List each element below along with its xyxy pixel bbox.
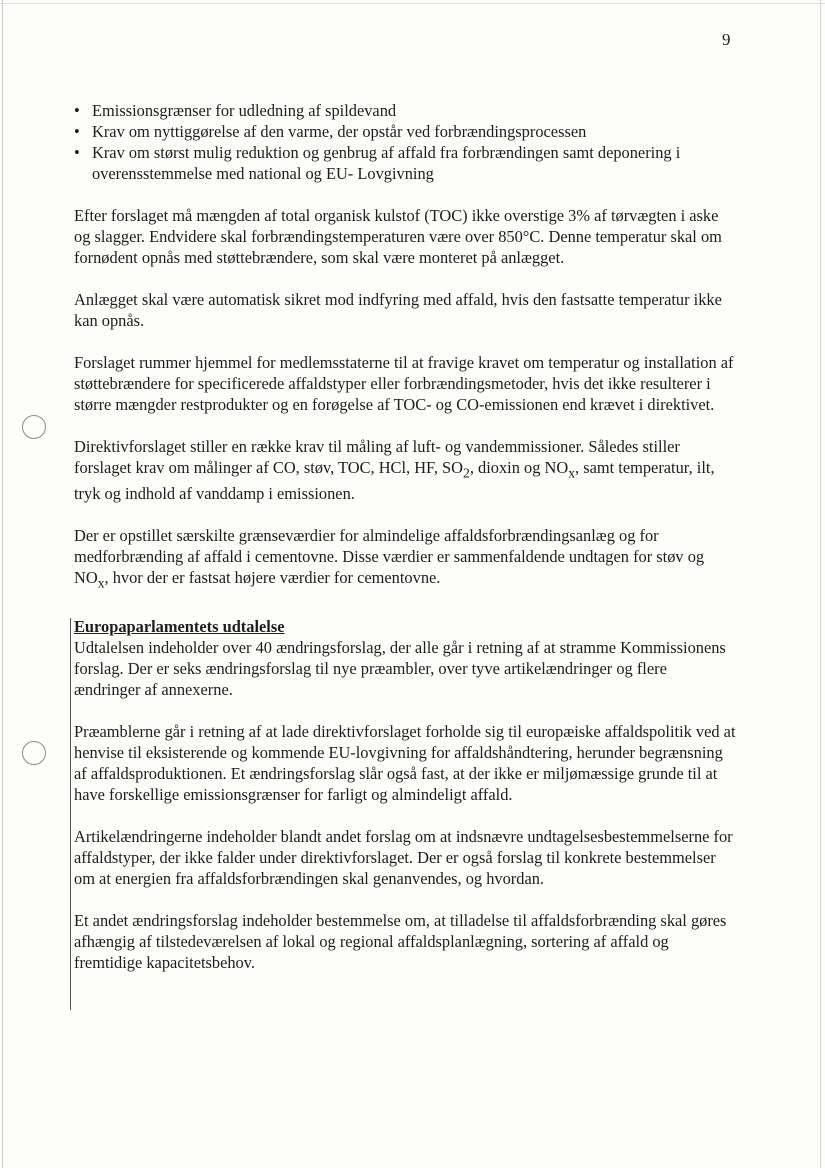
paragraph-permit: Et andet ændringsforslag indeholder bestemmelse om, at tilladelse til affaldsforbrænding skal gøres afhængig af tilstedeværelsen af lokal og regional affaldsplanlægning, sortering af affald og fremtidige kapacitetsbehov. xyxy=(74,910,727,972)
paragraph-preambles: Præamblerne går i retning af at lade direktivforslaget forholde sig til europæiske affaldspolitik ved at henvise til eksisterende og kommende EU-lovgivning for affaldshåndtering, herunder begrænsning af affaldsproduktionen. Et ændringsforslag slår også fast, at der ikke er miljømæssige grunde til at have forskellige emissionsgrænser for farligt og almindeligt affald. xyxy=(74,721,736,804)
list-item: • Emissionsgrænser for udledning af spildevand xyxy=(74,101,397,120)
paragraph-measurements: Direktivforslaget stiller en række krav til måling af luft- og vandemmissioner. Således stiller forslaget krav om målinger af CO, støv, TOC, HCl, HF, $SO_2$, dioxin og $NO_x$, samt temperatur, ilt, tryk og indhold af vanddamp i emissionen. xyxy=(74,437,715,504)
paragraph-exemption: Forslaget rummer hjemmel for medlemsstaterne til at fravige kravet om temperatur og installation af støttebrændere for specificerede affaldstyper eller forbrændingsmetoder, hvis det ikke resulterer i større mængder restprodukter og en forøgelse af TOC- og CO-emissionen end krævet i direktivet. xyxy=(74,353,734,414)
list-item: • Krav om nyttiggørelse af den varme, der opstår ved forbrændingsprocessen xyxy=(74,122,587,141)
margin-rule xyxy=(70,618,71,1010)
paragraph-toc: Efter forslaget må mængden af total organisk kulstof (TOC) ikke overstige 3% af tørvægten i aske og slagger. Endvidere skal forbrændingstemperaturen være over 850°C. Denne temperatur skal om fornødent opnås med støttebrændere, som skal være monteret på anlægget. xyxy=(74,206,722,267)
bullet-icon: • xyxy=(74,101,80,120)
paragraph-amendments: Udtalelsen indeholder over 40 ændringsforslag, der alle går i retning af at stramme Kommissionens forslag. Der er seks ændringsforslag til nye præambler, over tyve artikelændringer og flere ændringer af annexerne. xyxy=(74,637,726,699)
section-heading: Europaparlamentets udtalelse xyxy=(74,616,285,636)
paragraph-limit-values: Der er opstillet særskilte grænseværdier for almindelige affaldsforbrændingsanlæg og for medforbrænding af affald i cementovne. Disse værdier er sammenfaldende undtagen for støv og $NO_x$, hvor der er fastsat højere værdier for cementovne. xyxy=(74,526,705,591)
bullet-icon: • xyxy=(74,143,80,162)
punch-hole-icon xyxy=(22,741,46,765)
page-number: 9 xyxy=(722,30,731,49)
punch-hole-icon xyxy=(22,415,46,439)
paragraph-automatic-safety: Anlægget skal være automatisk sikret mod indfyring med affald, hvis den fastsatte temperatur ikke kan opnås. xyxy=(74,290,722,330)
bullet-list xyxy=(74,100,736,184)
scan-edge-right xyxy=(820,0,821,1168)
paragraph-article-changes: Artikelændringerne indeholder blandt andet forslag om at indsnævre undtagelsesbestemmelserne for affaldstyper, der ikke falder under direktivforslaget. Der er også forslag til konkrete bestemmelser om at energien fra affaldsforbrændingen skal genanvendes, og hvordan. xyxy=(74,826,733,888)
bullet-icon: • xyxy=(74,122,80,141)
scan-edge-top xyxy=(0,3,825,4)
list-item: • Krav om størst mulig reduktion og genbrug af affald fra forbrændingen samt deponering i overensstemmelse med national og EU- Lovgivning xyxy=(74,143,681,183)
document-body xyxy=(74,100,736,973)
parliament-section xyxy=(74,616,736,973)
scan-edge-left xyxy=(2,0,3,1168)
